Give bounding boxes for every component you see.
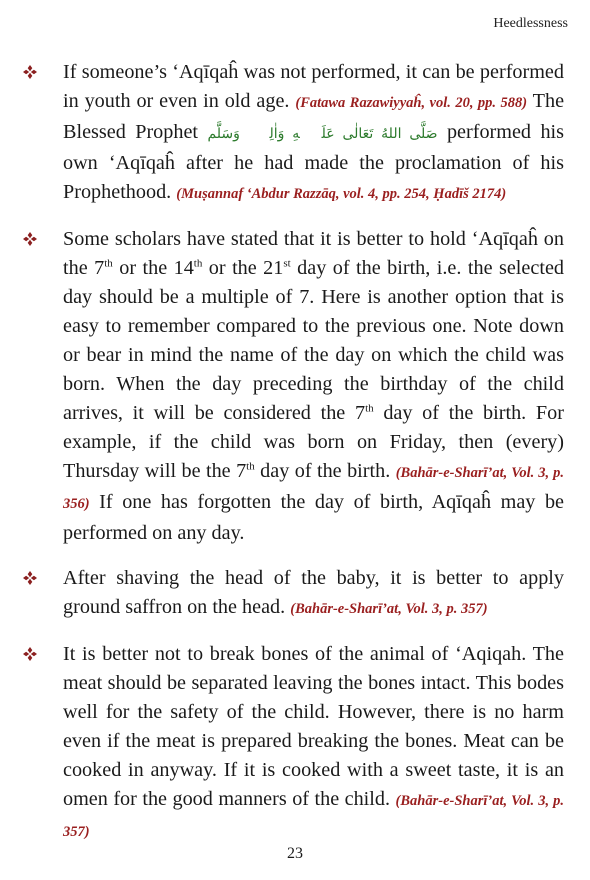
item-text: If someone’s ‘Aqīqaĥ was not performed, it can be performed in youth or even in old age. [63, 61, 564, 112]
reference-citation: (Fatawa Razawiyyaĥ, vol. 20, pp. 588) [295, 95, 528, 111]
four-diamond-bullet-icon [23, 65, 37, 79]
four-diamond-bullet-icon [23, 232, 37, 246]
ordinal-suffix: st [283, 257, 291, 270]
item-text: It is better not to break bones of the animal of ‘Aqiqah. The meat should be separated leaving the bones intact. This bodes well for the safety of the child. However, there is no harm even if the meat is prepared breaking the bones. Meat can be cooked in anyway. If it is cooked with a sweet taste, it is an omen for the good manners of the child. [63, 643, 564, 810]
item-text: If one has forgotten the day of birth, Aqīqaĥ may be performed on any day. [63, 491, 564, 544]
four-diamond-bullet-icon [23, 571, 37, 585]
item-text: day of the birth. For example, if the child was born on Friday, then (every) Thursday will be the 7 [63, 402, 564, 482]
ordinal-suffix: th [193, 257, 203, 270]
bullet-item-saffron [63, 564, 564, 624]
item-text: or the 21 [202, 257, 284, 279]
item-text: day of the birth, i.e. the selected day should be a multiple of 7. Here is another option that is easy to remember compared to the previous one. Note down or bear in mind the name of the day on which the child was born. When the day preceding the birthday of the child arrives, it will be considered the 7 [63, 257, 564, 424]
page-number: 23 [287, 845, 303, 862]
reference-citation: (Bahār-e-Sharī’at, Vol. 3, p. 357) [290, 601, 488, 617]
bullet-item-aqiqah-age [63, 58, 564, 209]
ordinal-suffix: th [365, 402, 374, 415]
ordinal-suffix: th [246, 460, 255, 473]
reference-citation: (Muṣannaf ‘Abdur Razzāq, vol. 4, pp. 254, Ḥadīš 2174) [176, 186, 507, 202]
item-text: After shaving the head of the baby, it is better to apply ground saffron on the head. [63, 567, 564, 618]
item-text: Some scholars have stated that it is better to hold ‘Aqīqaĥ on the 7 [63, 228, 564, 279]
reference-citation: (Bahār-e-Sharī’at, Vol. 3, p. 357) [63, 793, 564, 840]
bullet-item-aqiqah-day [63, 225, 564, 548]
ordinal-suffix: th [104, 257, 113, 270]
item-text: The Blessed Prophet [63, 90, 565, 143]
item-text: day of the birth. [254, 460, 391, 482]
running-header: Heedlessness [493, 16, 568, 31]
item-text: performed his own ‘Aqīqaĥ after he had made the proclamation of his Prophethood. [63, 121, 564, 203]
four-diamond-bullet-icon [23, 647, 37, 661]
page-content [0, 58, 590, 847]
arabic-salutation: صَلَّى اللهُ تَعَالٰى عَلَيۡهِ وَاٰلِهٖ وَسَلَّم [207, 127, 438, 142]
bullet-item-bones [63, 640, 564, 847]
item-text: or the 14 [112, 257, 194, 279]
reference-citation: (Bahār-e-Sharī’at, Vol. 3, p. 356) [63, 465, 564, 512]
